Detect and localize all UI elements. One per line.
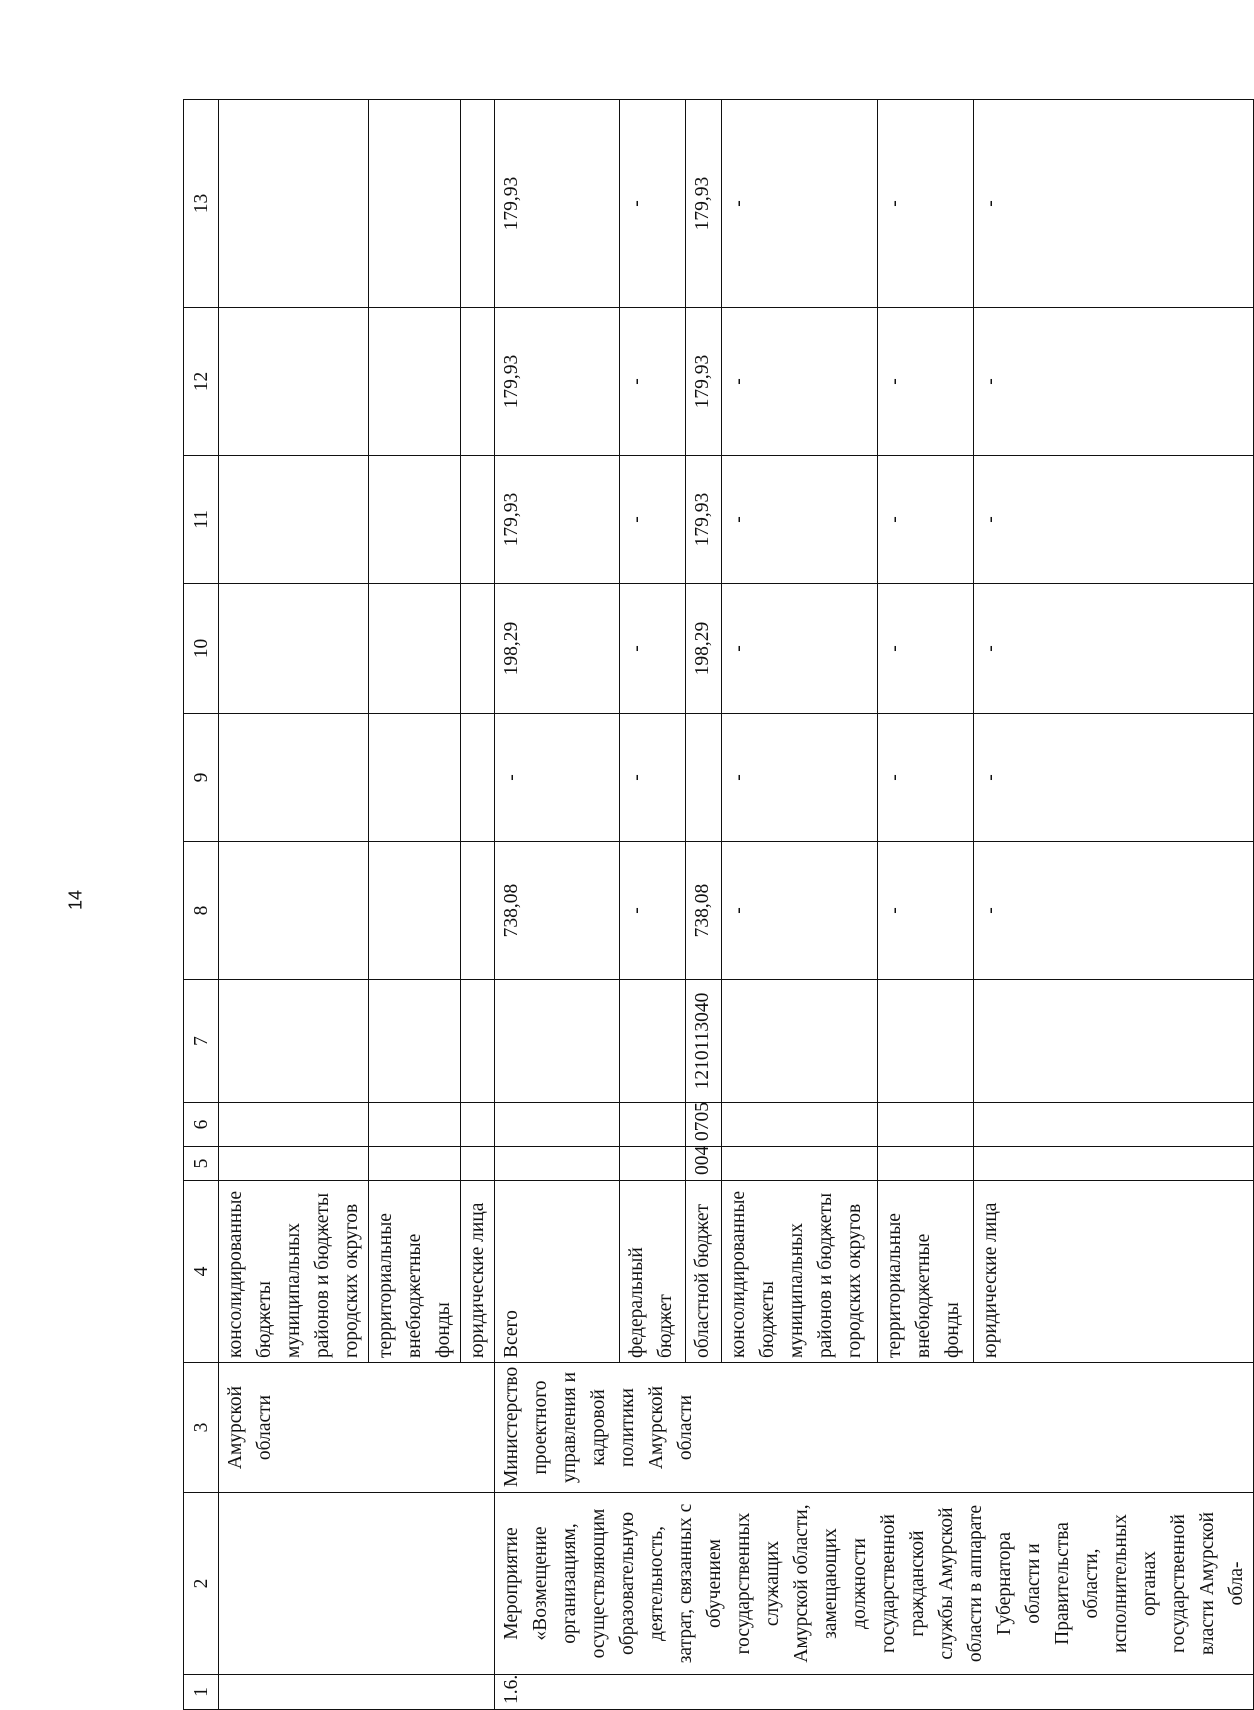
col-header: 12 — [184, 308, 219, 456]
cell-value: - — [974, 308, 1254, 456]
cell-value — [495, 1147, 620, 1181]
table-row — [495, 100, 620, 1710]
cell-value — [878, 1103, 974, 1147]
col-header: 2 — [184, 1493, 219, 1675]
cell-funding-source: областной бюджет — [686, 1181, 721, 1363]
cell-value: - — [721, 714, 878, 842]
cell-value — [620, 980, 686, 1103]
cell-value: 1210113040 — [686, 980, 721, 1103]
cell-value: - — [974, 714, 1254, 842]
cell-value: 0705 — [686, 1103, 721, 1147]
col-header: 13 — [184, 100, 219, 308]
cell-value: - — [620, 584, 686, 714]
cell-value: - — [620, 100, 686, 308]
cell-value: - — [878, 584, 974, 714]
column-number-header-row — [184, 100, 219, 1710]
budget-table — [183, 99, 1254, 1710]
col-header: 10 — [184, 584, 219, 714]
rotated-document-page — [183, 100, 1247, 1710]
cell-value: 179,93 — [686, 308, 721, 456]
cell-executor: Министерство проектного управления и кадровой политики Амурской области — [495, 1363, 1254, 1493]
cell-value: 738,08 — [686, 842, 721, 980]
cell-executor: Амурской области — [219, 1363, 495, 1493]
cell-value — [721, 1147, 878, 1181]
cell-value: - — [721, 842, 878, 980]
cell-funding-source: юридические лица — [974, 1181, 1254, 1363]
cell-value — [974, 1103, 1254, 1147]
cell-value: 198,29 — [686, 584, 721, 714]
cell-value: - — [878, 456, 974, 584]
cell-value: - — [721, 100, 878, 308]
cell-value — [878, 1147, 974, 1181]
col-header: 1 — [184, 1675, 219, 1710]
cell-funding-source: юридические лица — [461, 1181, 495, 1363]
col-header: 7 — [184, 980, 219, 1103]
cell-value: - — [495, 714, 620, 842]
cell-value: - — [878, 842, 974, 980]
cell-number — [219, 1675, 495, 1710]
col-header: 5 — [184, 1147, 219, 1181]
cell-value: - — [620, 456, 686, 584]
cell-value: - — [878, 100, 974, 308]
cell-value: - — [721, 584, 878, 714]
cell-value: - — [974, 100, 1254, 308]
col-header: 6 — [184, 1103, 219, 1147]
cell-value: 179,93 — [495, 456, 620, 584]
cell-value: - — [974, 456, 1254, 584]
cell-value — [721, 980, 878, 1103]
cell-value: - — [974, 584, 1254, 714]
cell-measure-name: Мероприятие «Возмещение организациям, осуществляющим образовательную деятельность, затрат, связанных с обучением государственных служащих Амурской области, замещающих должности государственной гражданской службы Амурской области в аппарате Губернатора области и Правительства области, исполнительных органах государственной власти Амурской обла- — [495, 1493, 1254, 1675]
cell-value — [620, 1147, 686, 1181]
cell-value: 738,08 — [495, 842, 620, 980]
table-row — [219, 100, 369, 1710]
cell-measure-name — [219, 1493, 495, 1675]
cell-value: - — [878, 308, 974, 456]
cell-value: - — [620, 714, 686, 842]
cell-value: 179,93 — [495, 100, 620, 308]
cell-value: - — [974, 842, 1254, 980]
cell-value: - — [878, 714, 974, 842]
cell-funding-source: консолидированные бюджеты муниципальных районов и бюджеты городских округов — [219, 1181, 369, 1363]
cell-value — [721, 1103, 878, 1147]
cell-value: 179,93 — [495, 308, 620, 456]
cell-value — [495, 980, 620, 1103]
cell-value: - — [721, 308, 878, 456]
cell-value: 004 — [686, 1147, 721, 1181]
col-header: 11 — [184, 456, 219, 584]
cell-value — [974, 1147, 1254, 1181]
cell-value — [878, 980, 974, 1103]
cell-funding-source: территориальные внебюджетные фонды — [878, 1181, 974, 1363]
cell-value — [686, 714, 721, 842]
cell-number: 1.6. — [495, 1675, 1254, 1710]
page-number: 14 — [65, 889, 86, 911]
cell-value: - — [620, 308, 686, 456]
cell-value — [974, 980, 1254, 1103]
cell-funding-source: Всего — [495, 1181, 620, 1363]
cell-funding-source: консолидированные бюджеты муниципальных районов и бюджеты городских округов — [721, 1181, 878, 1363]
cell-value: - — [620, 842, 686, 980]
cell-value: 179,93 — [686, 100, 721, 308]
cell-funding-source: федеральный бюджет — [620, 1181, 686, 1363]
col-header: 3 — [184, 1363, 219, 1493]
cell-value: 198,29 — [495, 584, 620, 714]
cell-value: 179,93 — [686, 456, 721, 584]
col-header: 9 — [184, 714, 219, 842]
cell-value — [620, 1103, 686, 1147]
cell-value — [495, 1103, 620, 1147]
cell-value: - — [721, 456, 878, 584]
col-header: 8 — [184, 842, 219, 980]
col-header: 4 — [184, 1181, 219, 1363]
cell-funding-source: территориальные внебюджетные фонды — [369, 1181, 461, 1363]
